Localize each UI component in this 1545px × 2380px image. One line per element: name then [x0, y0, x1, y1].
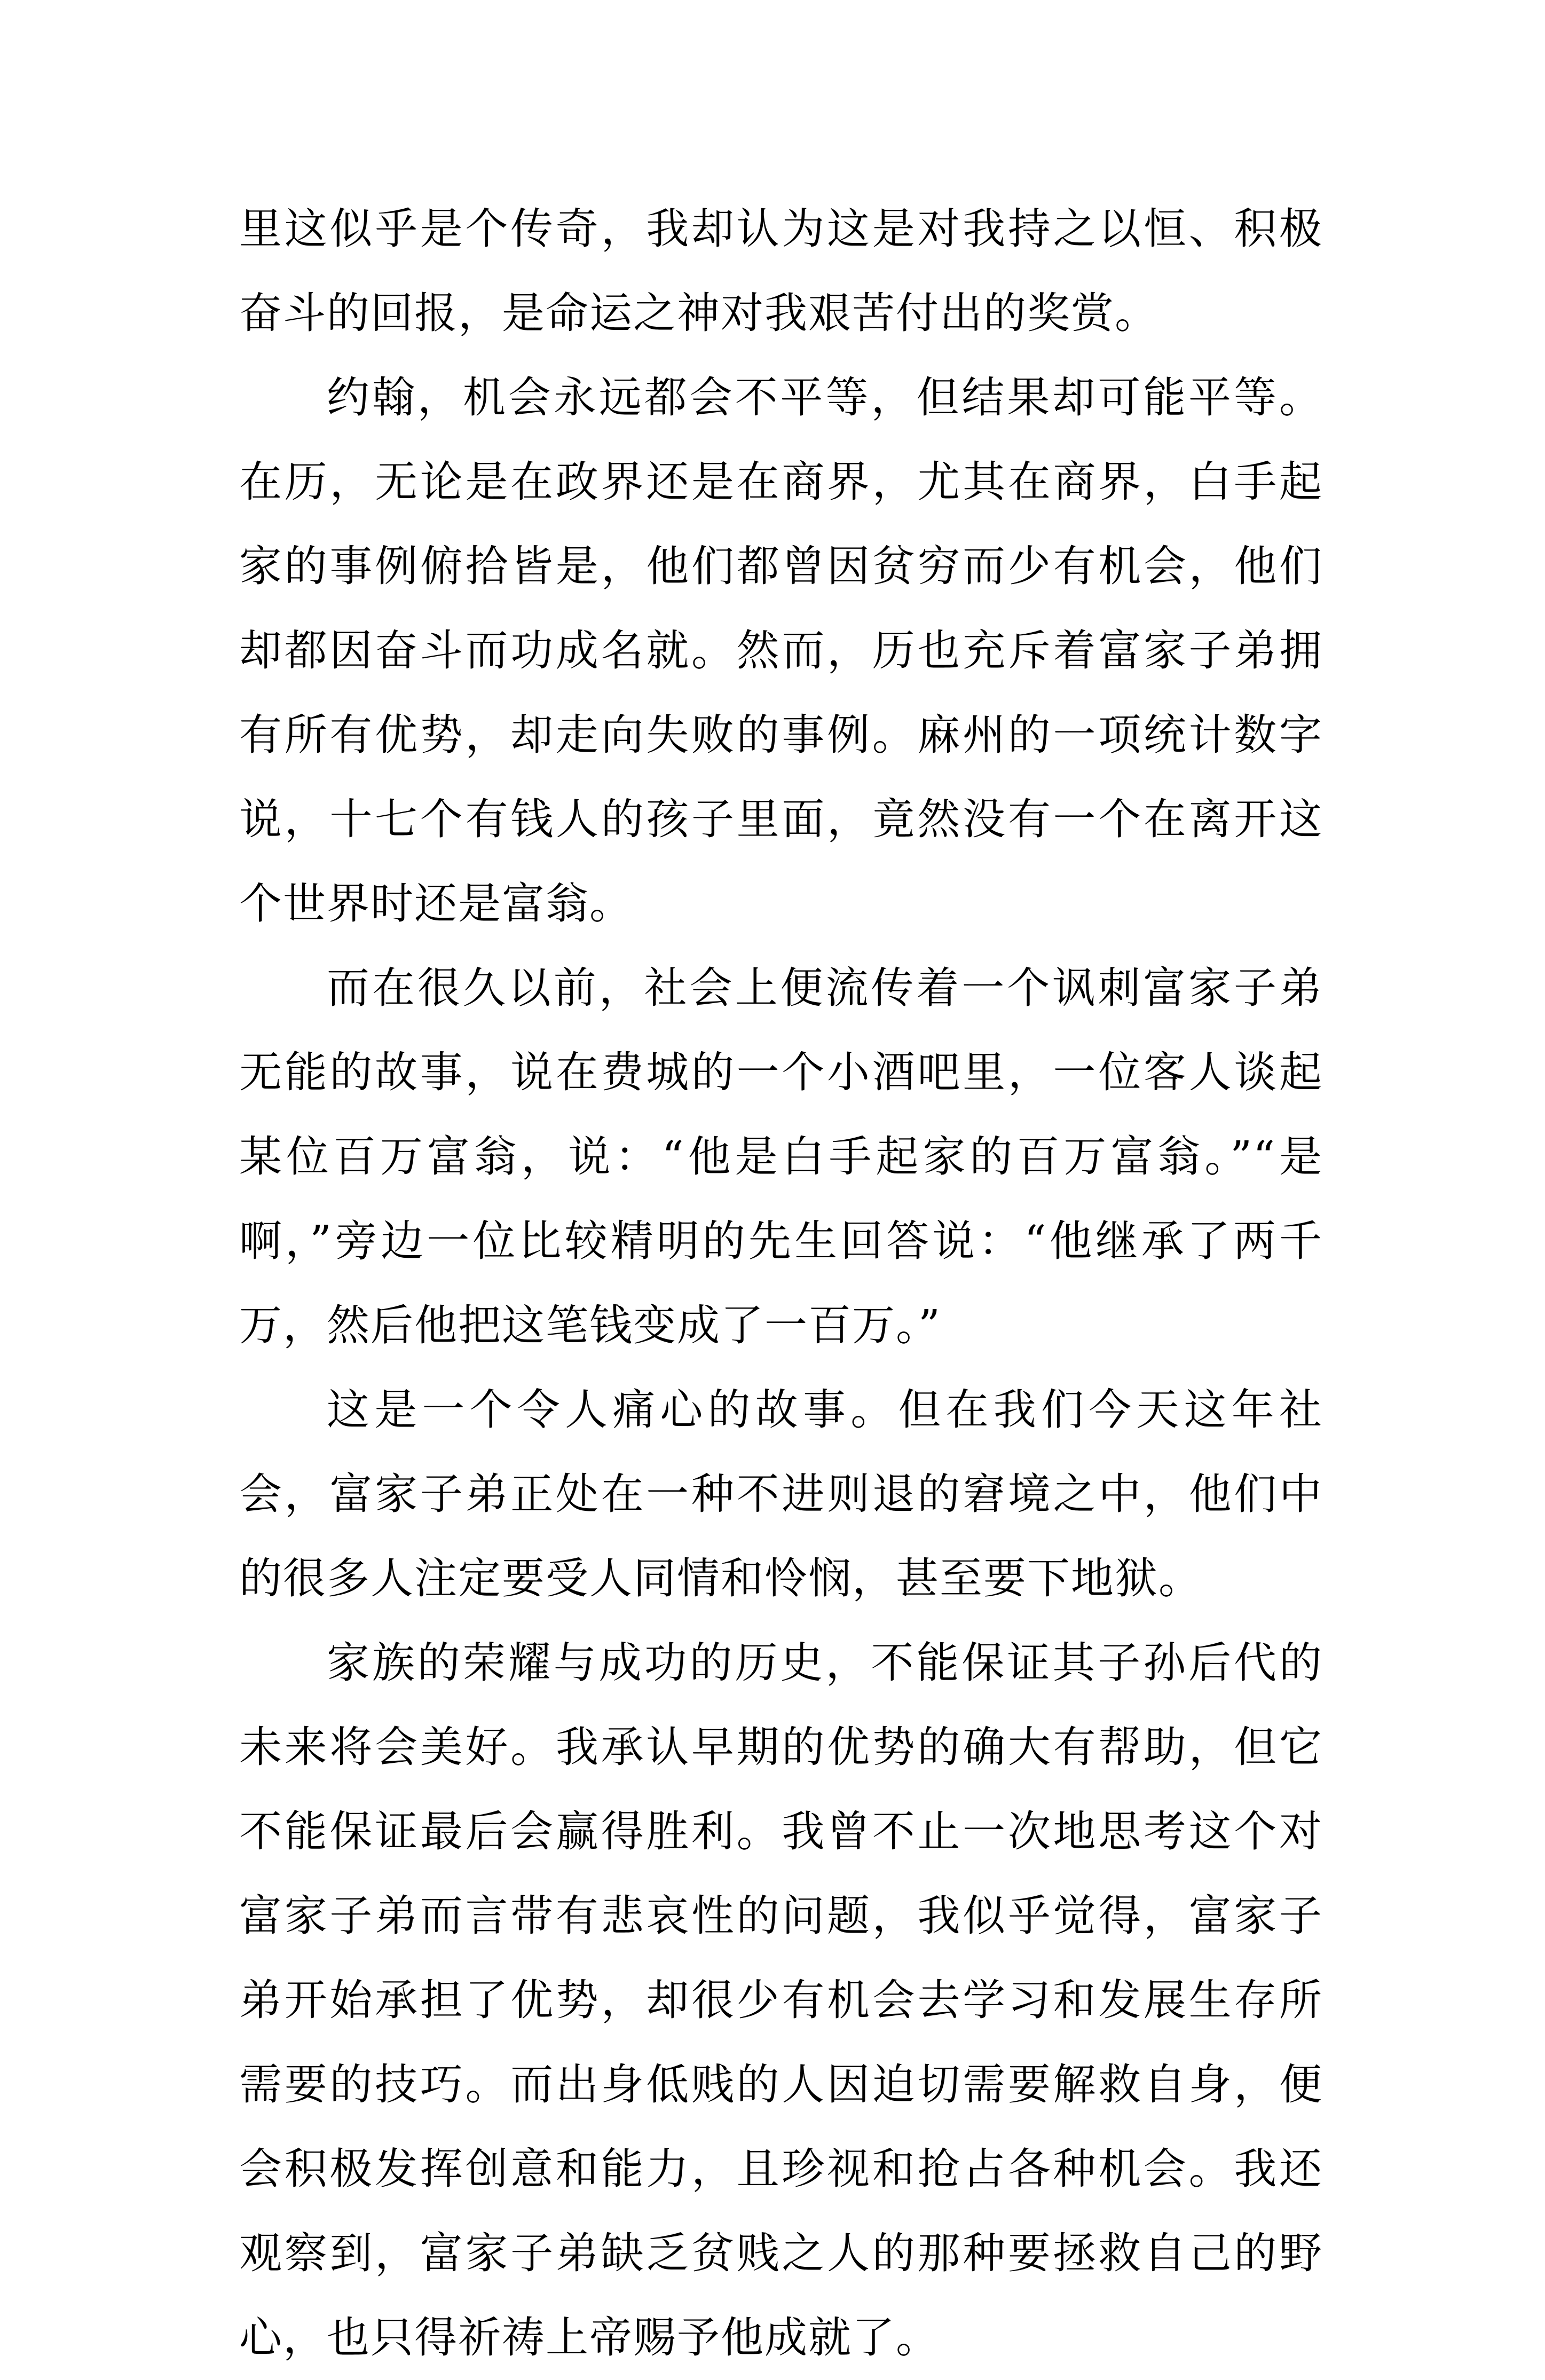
document-body — [239, 187, 1323, 2380]
paragraph-4: 这是一个令人痛心的故事。但在我们今天这年社会，富家子弟正处在一种不进则退的窘境之中，他们中的很多人注定要受人同情和怜悯，甚至要下地狱。 — [239, 1385, 1323, 1603]
paragraph-2: 约翰，机会永远都会不平等，但结果却可能平等。在历，无论是在政界还是在商界，尤其在商界，白手起家的事例俯拾皆是，他们都曾因贫穷而少有机会，他们却都因奋斗而功成名就。然而，历也充斥着富家子弟拥有所有优势，却走向失败的事例。麻州的一项统计数字说，十七个有钱人的孩子里面，竟然没有一个在离开这个世界时还是富翁。 — [239, 373, 1323, 928]
paragraph-1: 里这似乎是个传奇，我却认为这是对我持之以恒、积极奋斗的回报，是命运之神对我艰苦付出的奖赏。 — [239, 204, 1323, 338]
paragraph-3: 而在很久以前，社会上便流传着一个讽刺富家子弟无能的故事，说在费城的一个小酒吧里，一位客人谈起某位百万富翁，说：“他是白手起家的百万富翁。”“是啊，”旁边一位比较精明的先生回答说：“他继承了两千万，然后他把这笔钱变成了一百万。” — [239, 963, 1323, 1350]
paragraph-5: 家族的荣耀与成功的历史，不能保证其子孙后代的未来将会美好。我承认早期的优势的确大有帮助，但它不能保证最后会赢得胜利。我曾不止一次地思考这个对富家子弟而言带有悲哀性的问题，我似乎觉得，富家子弟开始承担了优势，却很少有机会去学习和发展生存所需要的技巧。而出身低贱的人因迫切需要解救自身，便会积极发挥创意和能力，且珍视和抢占各种机会。我还观察到，富家子弟缺乏贫贱之人的那种要拯救自己的野心，也只得祈祷上帝赐予他成就了。 — [239, 1638, 1323, 2362]
